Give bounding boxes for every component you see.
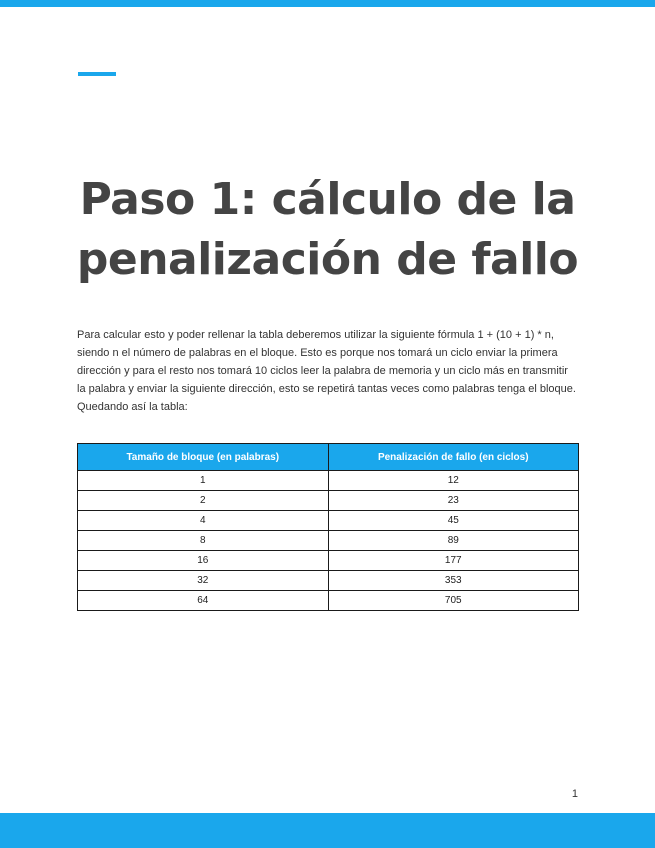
cell-block-size: 1 [78,471,329,491]
cell-miss-penalty: 177 [328,551,579,571]
table-row [78,511,579,531]
page-number: 1 [571,788,578,800]
cell-block-size: 4 [78,511,329,531]
table-row [78,471,579,491]
table-row [78,571,579,591]
top-accent-bar [0,0,655,7]
table-row [78,551,579,571]
cell-block-size: 16 [78,551,329,571]
table-row [78,591,579,611]
cell-miss-penalty: 353 [328,571,579,591]
cell-miss-penalty: 12 [328,471,579,491]
title-line-1: Paso 1: cálculo de la [79,174,576,225]
body-paragraph: Para calcular esto y poder rellenar la tabla deberemos utilizar la siguiente fórmula 1 + (10 + 1) * n, siendo n el número de palabras en el bloque. Esto es porque nos tomará un ciclo enviar la primera dirección y para el resto nos tomará 10 ciclos leer la palabra de memoria y un ciclo más en transmitir la palabra y enviar la siguiente dirección, esto se repetirá tantas veces como palabras tenga el bloque. Quedando así la tabla: [77,329,576,413]
cell-block-size: 2 [78,491,329,511]
cell-miss-penalty: 705 [328,591,579,611]
penalty-table [77,443,579,611]
page-title [0,170,655,290]
cell-block-size: 32 [78,571,329,591]
accent-dash [78,72,116,76]
table-row [78,531,579,551]
column-header-miss-penalty: Penalización de fallo (en ciclos) [328,444,579,471]
bottom-accent-bar [0,813,655,848]
cell-miss-penalty: 23 [328,491,579,511]
table-row [78,491,579,511]
title-line-2: penalización de fallo [76,234,579,285]
table-header-row [78,444,579,471]
cell-block-size: 64 [78,591,329,611]
cell-block-size: 8 [78,531,329,551]
cell-miss-penalty: 45 [328,511,579,531]
cell-miss-penalty: 89 [328,531,579,551]
column-header-block-size: Tamaño de bloque (en palabras) [78,444,329,471]
